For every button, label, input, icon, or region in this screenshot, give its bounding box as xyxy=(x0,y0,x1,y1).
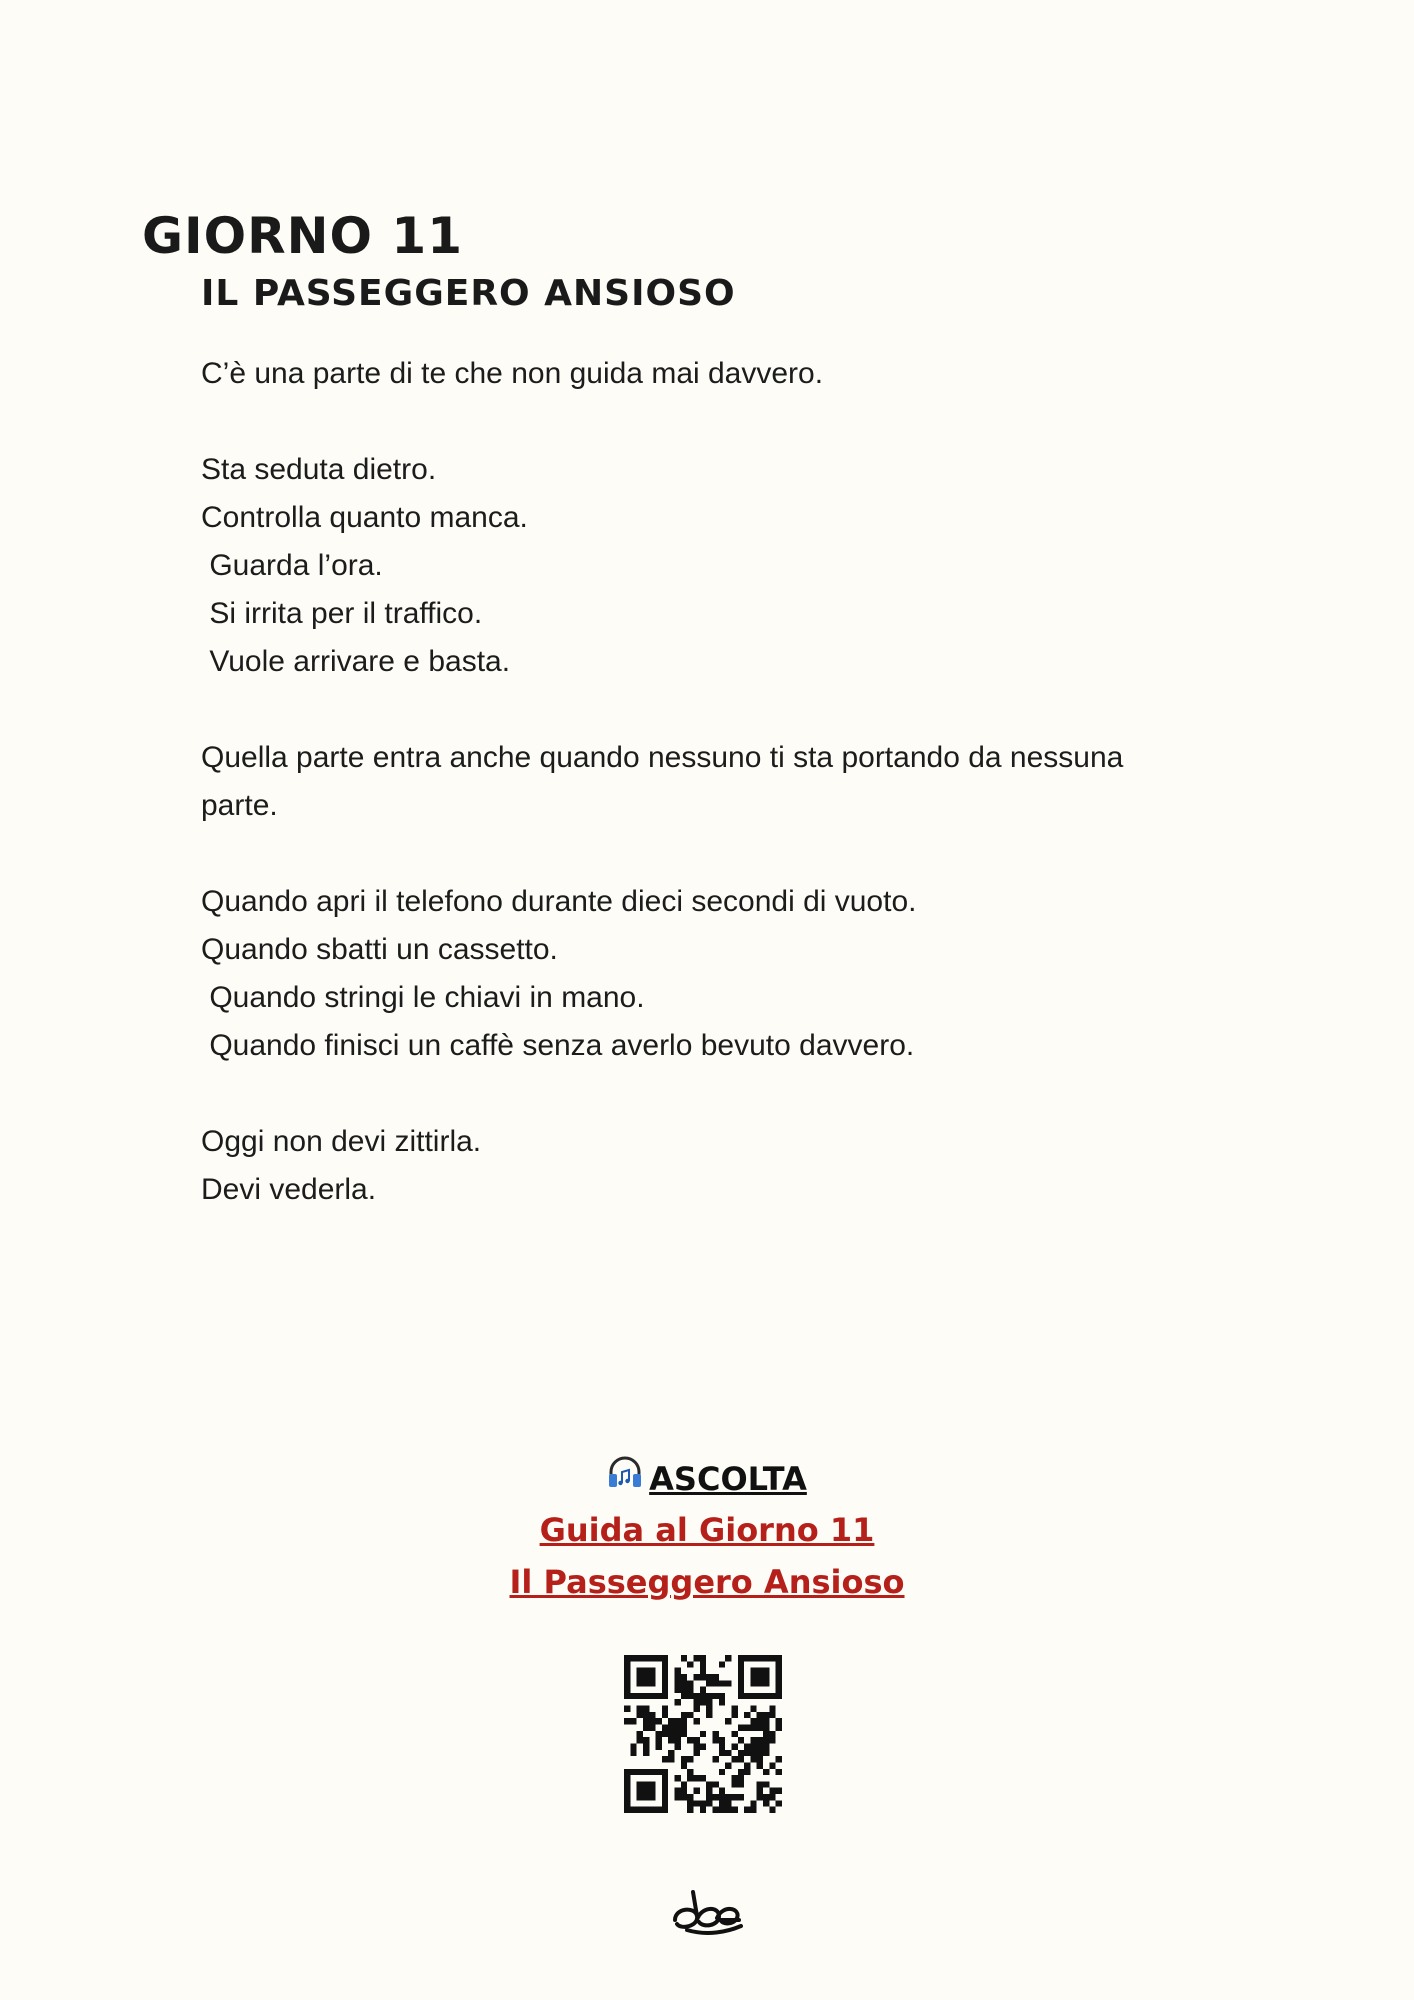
stanza-5 xyxy=(201,1118,1201,1214)
text-line: Devi vederla. xyxy=(201,1173,377,1206)
text-line: C’è una parte di te che non guida mai davvero. xyxy=(201,357,824,390)
stanza-4 xyxy=(201,878,1201,1070)
text-line: Guarda l’ora. xyxy=(201,549,383,582)
text-line: Oggi non devi zittirla. xyxy=(201,1125,482,1158)
text-line: Quando finisci un caffè senza averlo bevuto davvero. xyxy=(201,1029,915,1062)
text-line: Controlla quanto manca. xyxy=(201,501,528,534)
text-line: Quando stringi le chiavi in mano. xyxy=(201,981,645,1014)
text-line: Vuole arrivare e basta. xyxy=(201,645,511,678)
stanza-3 xyxy=(201,734,1201,830)
brand-logo xyxy=(667,1880,747,1940)
listen-heading: ASCOLTA xyxy=(649,1460,807,1498)
listen-heading-row xyxy=(607,1454,807,1504)
stanza-1 xyxy=(201,350,1201,398)
text-line: Si irrita per il traffico. xyxy=(201,597,483,630)
listen-section xyxy=(0,1454,1414,1608)
stanza-2 xyxy=(201,446,1201,686)
audio-guide-link-subtitle[interactable]: Il Passeggero Ansioso xyxy=(509,1563,905,1601)
audio-guide-link-title[interactable]: Guida al Giorno 11 xyxy=(539,1511,875,1549)
text-line: Quella parte entra anche quando nessuno ti sta portando da nessuna xyxy=(201,741,1124,774)
text-line: parte. xyxy=(201,789,278,822)
headphones-icon xyxy=(607,1454,643,1504)
qr-code-icon[interactable] xyxy=(624,1655,782,1813)
day-title: GIORNO 11 xyxy=(142,207,463,265)
day-subtitle: IL PASSEGGERO ANSIOSO xyxy=(201,273,736,314)
text-line: Sta seduta dietro. xyxy=(201,453,437,486)
text-line: Quando sbatti un cassetto. xyxy=(201,933,558,966)
text-line: Quando apri il telefono durante dieci secondi di vuoto. xyxy=(201,885,917,918)
body-text xyxy=(201,350,1201,1262)
